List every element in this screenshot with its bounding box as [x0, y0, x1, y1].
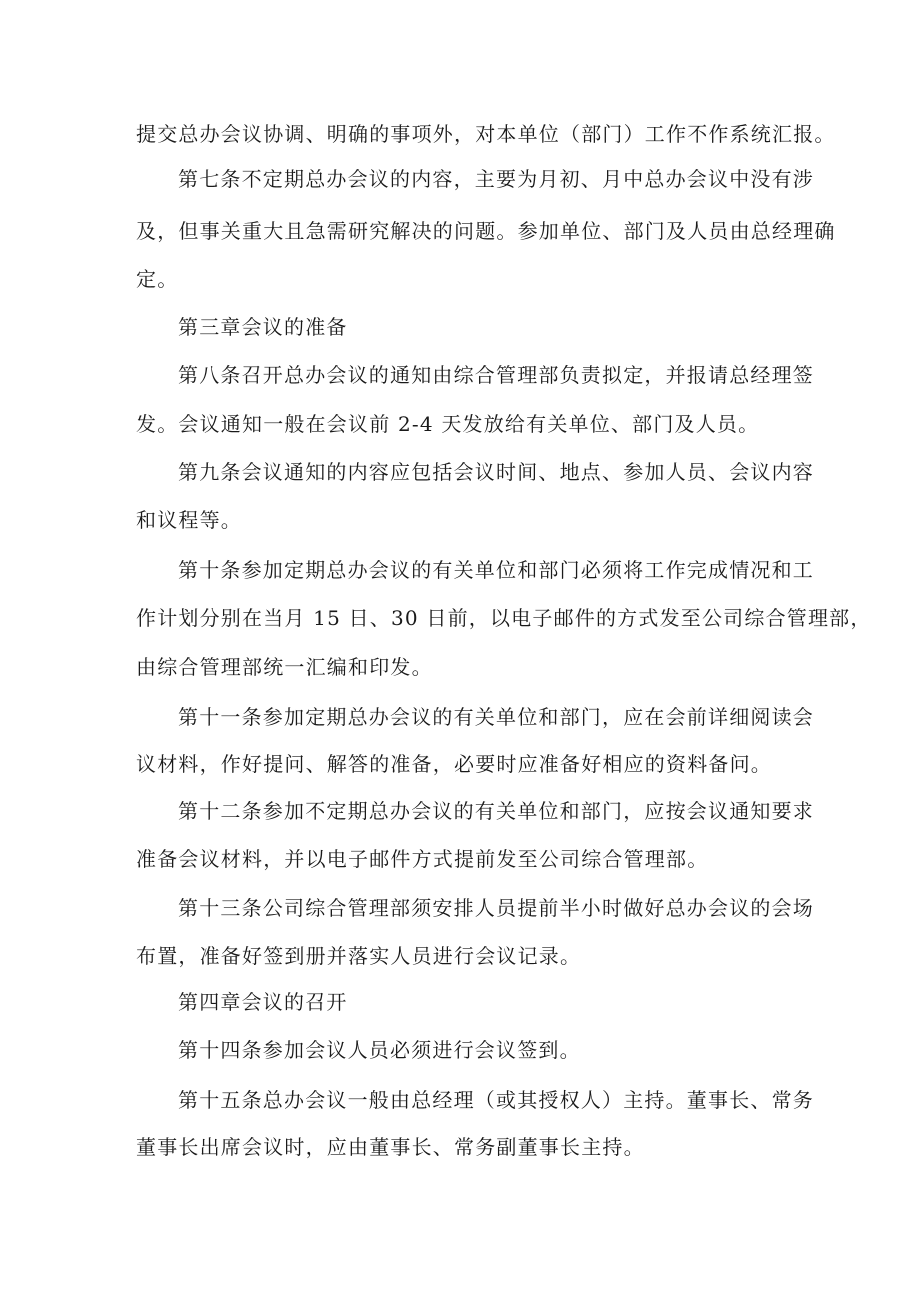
paragraph-line: 作计划分别在当月 15 日、30 日前，以电子邮件的方式发至公司综合管理部， [136, 606, 872, 630]
paragraph-line: 第七条不定期总办会议的内容，主要为月初、月中总办会议中没有涉 [178, 167, 814, 191]
paragraph-line: 议材料，作好提问、解答的准备，必要时应准备好相应的资料备问。 [136, 752, 772, 776]
paragraph-line: 提交总办会议协调、明确的事项外，对本单位（部门）工作不作系统汇报。 [136, 122, 836, 146]
chapter-heading: 第四章会议的召开 [178, 990, 348, 1014]
paragraph-line: 第九条会议通知的内容应包括会议时间、地点、参加人员、会议内容 [178, 460, 814, 484]
paragraph-line: 第十条参加定期总办会议的有关单位和部门必须将工作完成情况和工 [178, 558, 814, 582]
paragraph-line: 定。 [136, 267, 179, 291]
paragraph-line: 准备会议材料，并以电子邮件方式提前发至公司综合管理部。 [136, 847, 709, 871]
paragraph-line: 和议程等。 [136, 508, 242, 532]
paragraph-line: 发。会议通知一般在会议前 2-4 天发放给有关单位、部门及人员。 [136, 412, 760, 436]
chapter-heading: 第三章会议的准备 [178, 315, 348, 339]
paragraph-line: 第十三条公司综合管理部须安排人员提前半小时做好总办会议的会场 [178, 896, 814, 920]
paragraph-line: 第八条召开总办会议的通知由综合管理部负责拟定，并报请总经理签 [178, 363, 814, 387]
paragraph-line: 布置，准备好签到册并落实人员进行会议记录。 [136, 944, 582, 968]
paragraph-line: 第十一条参加定期总办会议的有关单位和部门，应在会前详细阅读会 [178, 705, 814, 729]
paragraph-line: 第十四条参加会议人员必须进行会议签到。 [178, 1038, 581, 1062]
paragraph-line: 及，但事关重大且急需研究解决的问题。参加单位、部门及人员由总经理确 [136, 219, 836, 243]
paragraph-line: 董事长出席会议时，应由董事长、常务副董事长主持。 [136, 1135, 645, 1159]
paragraph-line: 由综合管理部统一汇编和印发。 [136, 655, 433, 679]
paragraph-line: 第十五条总办会议一般由总经理（或其授权人）主持。董事长、常务 [178, 1088, 814, 1112]
paragraph-line: 第十二条参加不定期总办会议的有关单位和部门，应按会议通知要求 [178, 799, 814, 823]
